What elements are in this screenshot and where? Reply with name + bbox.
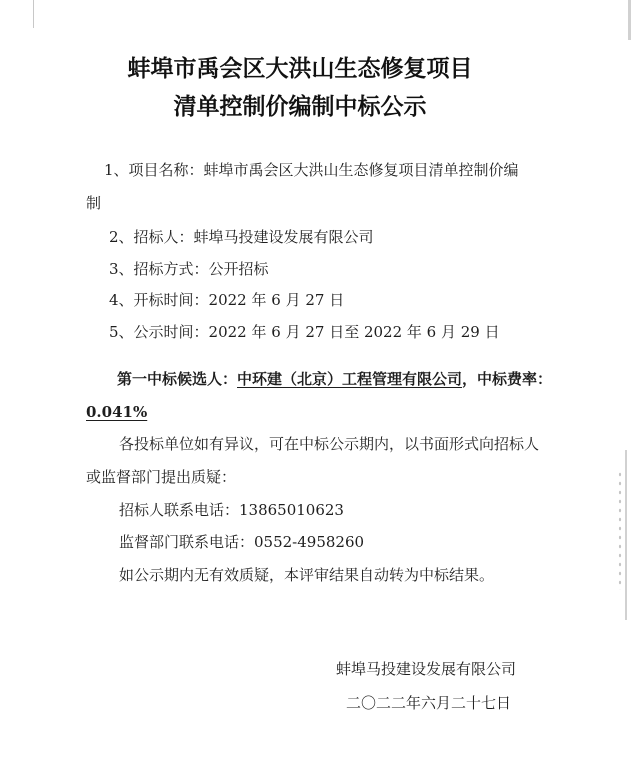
scan-edge-mark bbox=[625, 450, 627, 620]
item-project-name: 1、项目名称：蚌埠市禹会区大洪山生态修复项目清单控制价编 bbox=[104, 161, 519, 179]
objection-line-2: 或监督部门提出质疑： bbox=[86, 468, 237, 486]
document-title-line-1: 蚌埠市禹会区大洪山生态修复项目 bbox=[127, 56, 473, 82]
signature-date: 二〇二二年六月二十七日 bbox=[346, 694, 512, 712]
objection-line-1: 各投标单位如有异议，可在中标公示期内，以书面形式向招标人 bbox=[119, 435, 540, 453]
winner-rate: 0.041% bbox=[86, 403, 148, 421]
winner-label: 第一中标候选人： bbox=[117, 370, 238, 388]
item-tenderer: 2、招标人：蚌埠马投建设发展有限公司 bbox=[109, 228, 374, 246]
scan-edge-line bbox=[33, 0, 34, 28]
supervisor-phone: 监督部门联系电话：0552-4958260 bbox=[119, 533, 365, 551]
item-notice-period: 5、公示时间：2022 年 6 月 27 日至 2022 年 6 月 29 日 bbox=[109, 323, 500, 341]
document-title-line-2: 清单控制价编制中标公示 bbox=[173, 94, 427, 120]
winner-rate-label: ，中标费率： bbox=[462, 370, 553, 388]
tenderer-phone: 招标人联系电话：13865010623 bbox=[119, 501, 344, 519]
winner-company: 中环建（北京）工程管理有限公司 bbox=[237, 370, 463, 388]
item-opening-time: 4、开标时间：2022 年 6 月 27 日 bbox=[109, 291, 345, 309]
scan-edge-dots bbox=[617, 470, 623, 590]
signature-company: 蚌埠马投建设发展有限公司 bbox=[336, 660, 517, 678]
item-tender-method: 3、招标方式：公开招标 bbox=[109, 260, 269, 278]
winner-line bbox=[117, 369, 552, 389]
closing-statement: 如公示期内无有效质疑，本评审结果自动转为中标结果。 bbox=[119, 566, 495, 584]
item-project-name-wrap: 制 bbox=[86, 194, 102, 212]
